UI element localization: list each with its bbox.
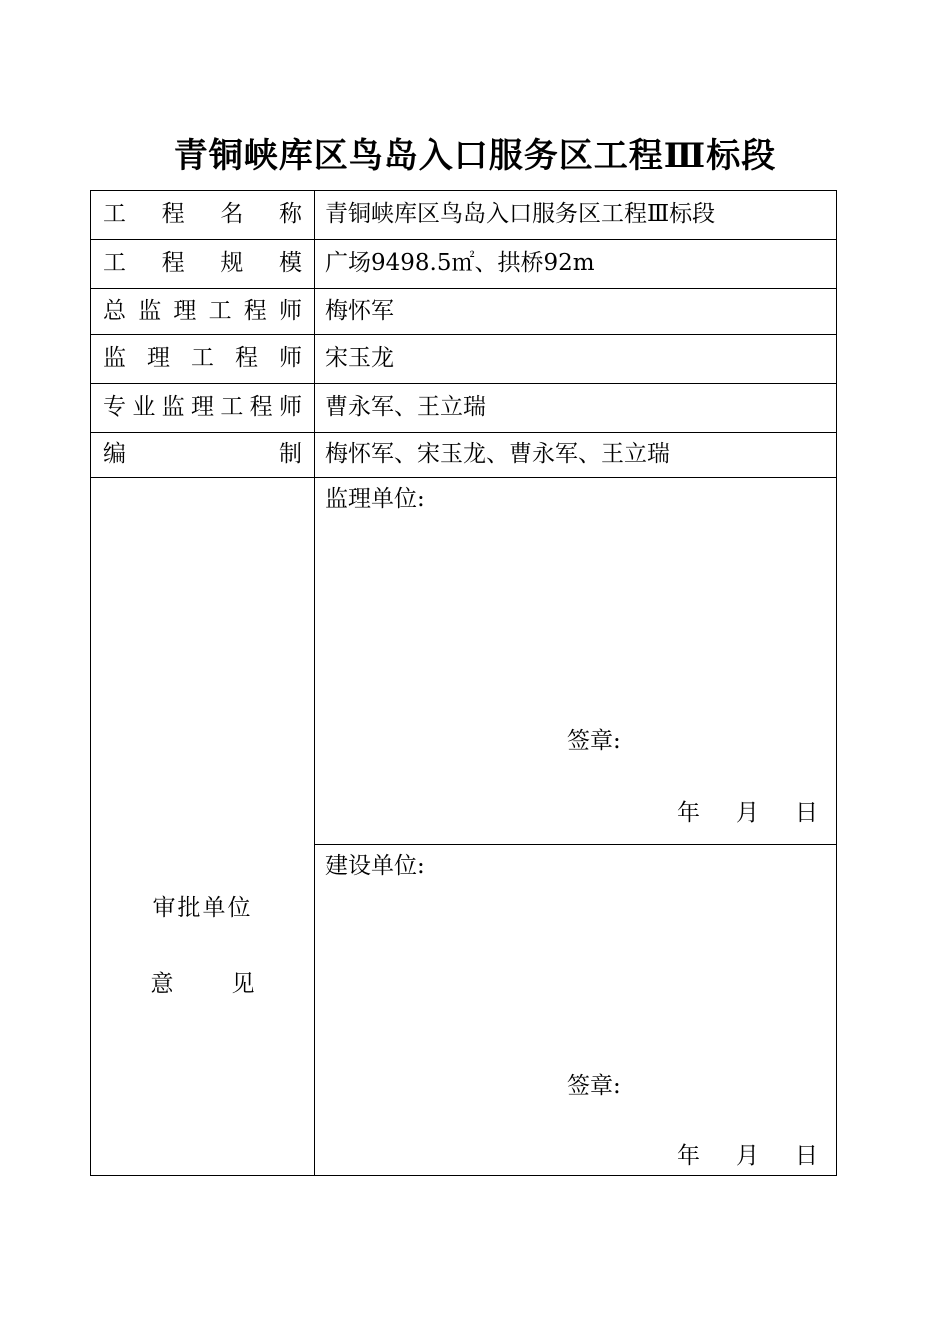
value-chief-supervisor: 梅怀军 — [315, 289, 837, 335]
table-row-supervisor — [91, 335, 837, 384]
label-chief-supervisor: 总 监 理 工 程 师 — [91, 289, 315, 335]
supervision-date: 年 月 日 — [677, 800, 818, 826]
value-specialist-supervisor: 曹永军、王立瑞 — [315, 384, 837, 433]
construction-unit-cell — [315, 845, 837, 1176]
supervision-unit-label: 监理单位: — [325, 486, 425, 512]
document-title: 青铜峡库区鸟岛入口服务区工程Ⅲ标段 — [173, 136, 777, 176]
value-project-name: 青铜峡库区鸟岛入口服务区工程Ⅲ标段 — [315, 191, 837, 240]
approval-unit-label: 审批单位 — [152, 894, 253, 921]
label-supervisor: 监 理 工 程 师 — [91, 335, 315, 384]
label-project-name: 工 程 名 称 — [91, 191, 315, 240]
label-specialist-supervisor: 专 业 监 理 工 程 师 — [91, 384, 315, 433]
table-row-compiled-by — [91, 433, 837, 478]
value-compiled-by: 梅怀军、宋玉龙、曹永军、王立瑞 — [315, 433, 837, 478]
table-row-supervision-unit — [91, 478, 837, 845]
project-info-table — [90, 190, 837, 1176]
construction-unit-label: 建设单位: — [325, 853, 425, 879]
opinion-label: 意 见 — [150, 970, 255, 997]
label-compiled-by: 编 制 — [91, 433, 315, 478]
table-row-chief-supervisor — [91, 289, 837, 335]
table-row-project-scale — [91, 240, 837, 289]
construction-date: 年 月 日 — [677, 1143, 818, 1169]
label-project-scale: 工 程 规 模 — [91, 240, 315, 289]
construction-seal-label: 签章: — [567, 1073, 621, 1099]
value-supervisor: 宋玉龙 — [315, 335, 837, 384]
value-project-scale: 广场9498.5㎡、拱桥92m — [315, 240, 837, 289]
table-row-project-name — [91, 191, 837, 240]
supervision-seal-label: 签章: — [567, 728, 621, 754]
table-row-specialist-supervisor — [91, 384, 837, 433]
approval-opinion-label — [91, 478, 315, 1176]
supervision-unit-cell — [315, 478, 837, 845]
